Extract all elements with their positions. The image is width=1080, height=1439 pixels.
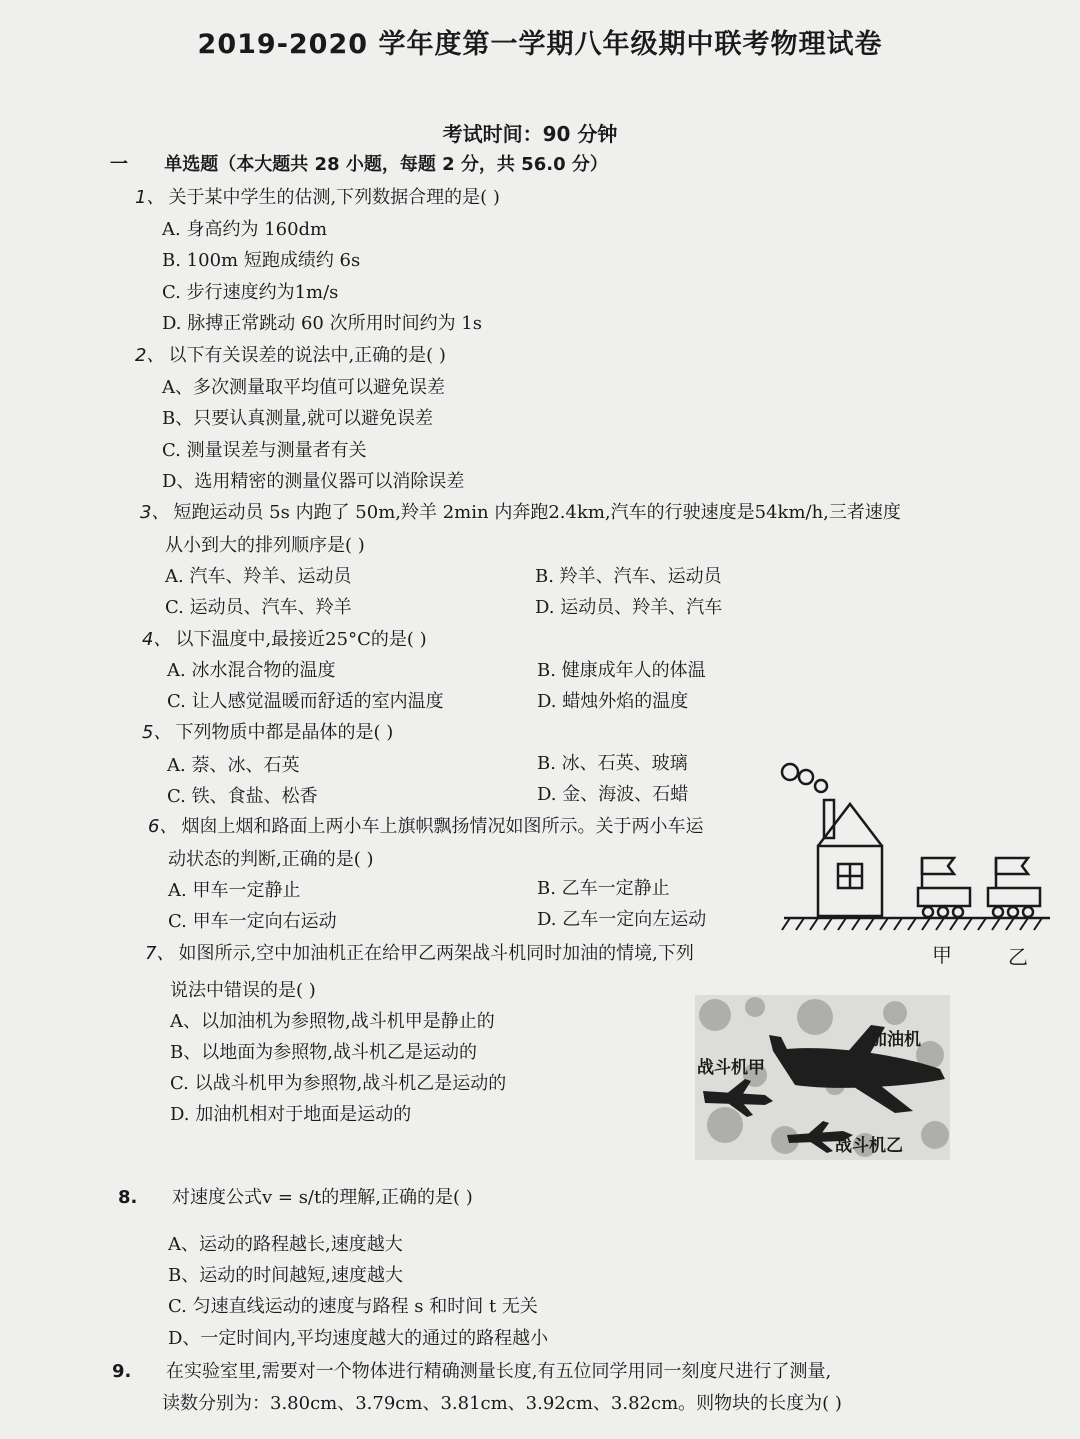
- question-stem: 短跑运动员 5s 内跑了 50m,羚羊 2min 内奔跑2.4km,汽车的行驶速度是54km/h,三者速度: [173, 502, 901, 523]
- question-9: [112, 1357, 831, 1383]
- smoke-circle: [799, 770, 813, 784]
- question-6: [148, 812, 703, 838]
- q5-option-d: D. 金、海波、石蜡: [537, 784, 689, 805]
- question-number: 1、: [135, 187, 165, 208]
- label-yi: 乙: [1008, 945, 1028, 969]
- q4-option-d: D. 蜡烛外焰的温度: [537, 691, 689, 712]
- q2-option-d: D、选用精密的测量仪器可以消除误差: [162, 471, 465, 492]
- q4-option-b: B. 健康成年人的体温: [537, 660, 706, 681]
- question-8: [118, 1183, 473, 1209]
- q4-option-a: A. 冰水混合物的温度: [167, 660, 336, 681]
- exam-title: 2019-2020 学年度第一学期八年级期中联考物理试卷: [197, 29, 883, 60]
- q7-option-b: B、以地面为参照物,战斗机乙是运动的: [170, 1042, 477, 1063]
- car-yi: [988, 888, 1040, 906]
- question-stem: 在实验室里,需要对一个物体进行精确测量长度,有五位同学用同一刻度尺进行了测量,: [166, 1361, 832, 1382]
- aerial-refuel-figure: [695, 995, 950, 1160]
- q3-option-d: D. 运动员、羚羊、汽车: [535, 597, 723, 618]
- label-fighter-jia: 战斗机甲: [697, 1058, 765, 1078]
- question-number: 5、: [142, 722, 172, 743]
- q3-option-b: B. 羚羊、汽车、运动员: [535, 566, 722, 587]
- q3-option-c: C. 运动员、汽车、羚羊: [165, 597, 352, 618]
- question-stem: 烟囱上烟和路面上两小车上旗帜飘扬情况如图所示。关于两小车运: [181, 816, 704, 837]
- question-number: 4、: [142, 629, 172, 650]
- q6-option-b: B. 乙车一定静止: [537, 878, 670, 899]
- q5-option-b: B. 冰、石英、玻璃: [537, 753, 688, 774]
- exam-time: 考试时间：90 分钟: [442, 122, 618, 146]
- question-3-stem-cont: 从小到大的排列顺序是( ): [165, 535, 365, 556]
- question-number: 7、: [145, 943, 175, 964]
- flag-jia: [922, 858, 954, 874]
- question-1: [135, 183, 500, 209]
- label-jia: 甲: [932, 943, 952, 967]
- question-stem: 对速度公式v = s/t的理解,正确的是( ): [172, 1187, 473, 1208]
- house-roof: [818, 804, 882, 846]
- question-7-stem-cont: 说法中错误的是( ): [170, 980, 316, 1001]
- question-number: 9.: [112, 1361, 132, 1382]
- section-heading: [110, 150, 608, 176]
- question-stem: 以下温度中,最接近25°C的是( ): [175, 629, 427, 650]
- question-2: [135, 341, 446, 367]
- q1-option-d: D. 脉搏正常跳动 60 次所用时间约为 1s: [162, 313, 482, 334]
- q8-option-a: A、运动的路程越长,速度越大: [168, 1234, 403, 1255]
- question-6-stem-cont: 动状态的判断,正确的是( ): [168, 849, 374, 870]
- question-stem: 下列物质中都是晶体的是( ): [175, 722, 394, 743]
- q6-option-a: A. 甲车一定静止: [168, 880, 301, 901]
- question-number: 6、: [148, 816, 178, 837]
- q6-option-c: C. 甲车一定向右运动: [168, 911, 337, 932]
- q8-option-c: C. 匀速直线运动的速度与路程 s 和时间 t 无关: [168, 1296, 538, 1317]
- question-5: [142, 718, 393, 744]
- label-fighter-yi: 战斗机乙: [835, 1136, 903, 1156]
- question-4: [142, 625, 427, 651]
- question-stem: 关于某中学生的估测,下列数据合理的是( ): [168, 187, 500, 208]
- section-title: 单选题（本大题共 28 小题，每题 2 分，共 56.0 分）: [164, 154, 608, 175]
- q7-option-d: D. 加油机相对于地面是运动的: [170, 1104, 412, 1125]
- q5-option-a: A. 萘、冰、石英: [167, 755, 300, 776]
- q2-option-b: B、只要认真测量,就可以避免误差: [162, 408, 433, 429]
- smoke-circle: [782, 764, 798, 780]
- q1-option-a: A. 身高约为 160dm: [162, 219, 328, 240]
- question-stem: 以下有关误差的说法中,正确的是( ): [168, 345, 446, 366]
- question-number: 2、: [135, 345, 165, 366]
- question-9-stem-cont: 读数分别为：3.80cm、3.79cm、3.81cm、3.92cm、3.82cm。则物块的长度为( ): [162, 1393, 842, 1414]
- label-tanker: 加油机: [870, 1030, 921, 1050]
- question-stem: 如图所示,空中加油机正在给甲乙两架战斗机同时加油的情境,下列: [178, 943, 694, 964]
- smoke-circle: [815, 780, 827, 792]
- q7-option-a: A、以加油机为参照物,战斗机甲是静止的: [170, 1011, 495, 1032]
- q2-option-a: A、多次测量取平均值可以避免误差: [162, 377, 445, 398]
- q1-option-c: C. 步行速度约为1m/s: [162, 282, 339, 303]
- q6-option-d: D. 乙车一定向左运动: [537, 909, 707, 930]
- q3-option-a: A. 汽车、羚羊、运动员: [165, 566, 352, 587]
- question-3: [140, 498, 901, 524]
- q4-option-c: C. 让人感觉温暖而舒适的室内温度: [167, 691, 444, 712]
- car-jia: [918, 888, 970, 906]
- q2-option-c: C. 测量误差与测量者有关: [162, 440, 367, 461]
- q1-option-b: B. 100m 短跑成绩约 6s: [162, 250, 361, 271]
- question-7: [145, 939, 694, 965]
- question-number: 8.: [118, 1187, 138, 1208]
- q8-option-b: B、运动的时间越短,速度越大: [168, 1265, 403, 1286]
- house-cars-figure: [780, 760, 1060, 975]
- flag-yi: [996, 858, 1028, 874]
- section-number: 一: [110, 154, 128, 175]
- question-number: 3、: [140, 502, 170, 523]
- q7-option-c: C. 以战斗机甲为参照物,战斗机乙是运动的: [170, 1073, 507, 1094]
- q8-option-d: D、一定时间内,平均速度越大的通过的路程越小: [168, 1328, 549, 1349]
- q5-option-c: C. 铁、食盐、松香: [167, 786, 318, 807]
